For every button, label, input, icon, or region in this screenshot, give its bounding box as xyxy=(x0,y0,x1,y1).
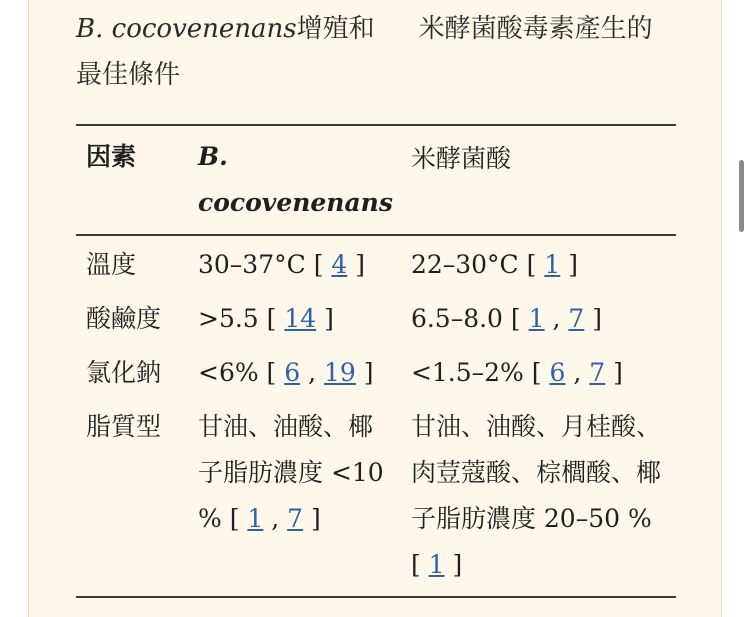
header-organism-line1: B. xyxy=(198,142,228,171)
cell-value: 30–37°C xyxy=(198,250,306,279)
citation-link[interactable]: 1 xyxy=(428,550,445,579)
citation-link[interactable]: 14 xyxy=(284,304,317,333)
scrollbar[interactable] xyxy=(739,160,744,232)
row-label: 溫度 xyxy=(86,250,137,279)
cell-organism: >5.5 [ 14 ] xyxy=(198,304,334,333)
citation-link[interactable]: 19 xyxy=(324,358,356,387)
citation-link[interactable]: 7 xyxy=(589,358,606,387)
cell-toxin: 甘油、油酸、月桂酸、肉荳蔻酸、棕櫚酸、椰子脂肪濃度 20–50 % [ 1 ] xyxy=(410,412,661,579)
table-caption xyxy=(76,6,686,98)
row-label: 脂質型 xyxy=(86,412,162,441)
cell-value: 22–30°C xyxy=(410,250,519,279)
cell-value: 6.5–8.0 xyxy=(410,304,503,333)
caption-text-3: 最佳條件 xyxy=(76,60,181,90)
table-row xyxy=(76,292,676,346)
cell-value: <1.5–2% xyxy=(410,358,524,387)
citation-link[interactable]: 6 xyxy=(284,358,301,387)
citation-link[interactable]: 6 xyxy=(549,358,566,387)
header-organism xyxy=(188,125,401,235)
cell-value: 甘油、油酸、椰子脂肪濃度 <10 % xyxy=(198,412,384,533)
citation-link[interactable]: 7 xyxy=(287,504,304,533)
table-header-row xyxy=(76,125,676,235)
citation-link[interactable]: 1 xyxy=(528,304,545,333)
caption-text-2: 米酵菌酸毒素產生的 xyxy=(418,14,653,44)
header-factor: 因素 xyxy=(86,142,137,171)
caption-organism: B. cocovenenans xyxy=(76,14,297,44)
conditions-table xyxy=(76,124,676,598)
caption-text-1: 增殖和 xyxy=(296,14,375,44)
cell-organism: 甘油、油酸、椰子脂肪濃度 <10 % [ 1 , 7 ] xyxy=(198,412,384,533)
row-label: 氯化鈉 xyxy=(86,358,162,387)
cell-toxin: 22–30°C [ 1 ] xyxy=(410,250,578,279)
cell-toxin: <1.5–2% [ 6 , 7 ] xyxy=(410,358,623,387)
cell-value: >5.5 xyxy=(198,304,259,333)
table-row xyxy=(76,400,676,597)
table-row xyxy=(76,235,676,292)
cell-value: 甘油、油酸、月桂酸、肉荳蔻酸、棕櫚酸、椰子脂肪濃度 20–50 % xyxy=(410,412,661,533)
citation-link[interactable]: 1 xyxy=(247,504,264,533)
row-label: 酸鹼度 xyxy=(86,304,162,333)
cell-toxin: 6.5–8.0 [ 1 , 7 ] xyxy=(410,304,602,333)
citation-link[interactable]: 4 xyxy=(331,250,348,279)
citation-link[interactable]: 7 xyxy=(568,304,585,333)
cell-value: <6% xyxy=(198,358,259,387)
header-toxin: 米酵菌酸 xyxy=(410,144,511,173)
cell-organism: <6% [ 6 , 19 ] xyxy=(198,358,374,387)
table-row xyxy=(76,346,676,400)
citation-link[interactable]: 1 xyxy=(544,250,561,279)
cell-organism: 30–37°C [ 4 ] xyxy=(198,250,366,279)
header-organism-line2: cocovenenans xyxy=(198,188,393,217)
